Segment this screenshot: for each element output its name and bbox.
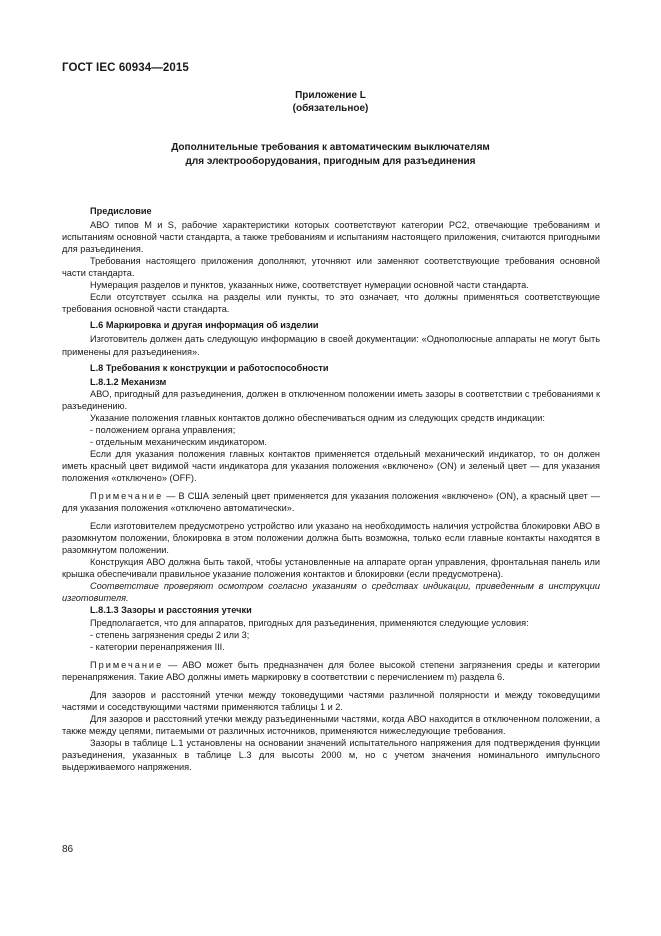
document-title-line-1: Дополнительные требования к автоматическим выключателям: [171, 142, 490, 153]
paragraph: Требования настоящего приложения дополняют, уточняют или заменяют соответствующие требования основной части стандарта.: [62, 256, 600, 279]
paragraph: АВО типов M и S, рабочие характеристики которых соответствуют категории PC2, отвечающие требованиям и испытаниям основной части стандарта, а также требованиям и испытаниям настоящего приложения, считаются пригодными для разъединения.: [62, 220, 600, 255]
list-item: - степень загрязнения среды 2 или 3;: [90, 629, 250, 640]
paragraph: АВО, пригодный для разъединения, должен в отключенном положении иметь зазоры в соответствии с требованиями к разъединению.: [62, 388, 600, 411]
document-title-line-2: для электрооборудования, пригодным для разъединения: [185, 156, 476, 167]
foreword-heading: Предисловие: [90, 206, 152, 216]
section-heading-l8: L.8 Требования к конструкции и работоспособности: [90, 362, 329, 373]
list-item: - отдельным механическим индикатором.: [90, 436, 267, 447]
body-text: [62, 205, 600, 773]
paragraph: Если отсутствует ссылка на разделы или пункты, то это означает, что должны применяться соответствующие требования основной части стандарта.: [62, 292, 600, 315]
paragraph: Нумерация разделов и пунктов, указанных ниже, соответствует нумерации основной части стандарта.: [90, 280, 529, 291]
paragraph: Если для указания положения главных контактов применяется отдельный механический индикатор, то он должен иметь красный цвет видимой части индикатора для указания положения «включено» (ON) и зеленый цвет — для указания положения «отключено» (OFF).: [62, 448, 600, 483]
paragraph: Для зазоров и расстояний утечки между токоведущими частями различной полярности и между токоведущими частями и соседствующими частями применяются таблицы 1 и 2.: [62, 689, 600, 712]
annex-title: Приложение L: [295, 90, 366, 101]
note: [62, 659, 600, 683]
compliance-paragraph: [62, 580, 600, 604]
paragraph: Конструкция АВО должна быть такой, чтобы установленные на аппарате орган управления, фронтальная панель или крышка обеспечивали правильное указание положения контактов и блокировки (если предусмотрена).: [62, 557, 600, 580]
list-item: - положением органа управления;: [90, 424, 236, 435]
annex-status: (обязательное): [292, 103, 369, 114]
subsection-heading-l813: L.8.1.3 Зазоры и расстояния утечки: [90, 605, 252, 616]
list-item: - категории перенапряжения III.: [90, 641, 225, 652]
paragraph: Указание положения главных контактов должно обеспечиваться одним из следующих средств индикации:: [90, 412, 545, 423]
note-label: Примечание: [90, 659, 164, 670]
note: [62, 490, 600, 514]
compliance-text: Соответствие проверяют осмотром согласно указаниям о средствах индикации, приведенным в инструкции изготовителя.: [62, 581, 600, 604]
paragraph: Изготовитель должен дать следующую информацию в своей документации: «Однополюсные аппараты не могут быть применены для разъединения».: [62, 334, 600, 357]
paragraph: Для зазоров и расстояний утечки между разъединенными частями, когда АВО находится в отключенном положении, а также между цепями, питаемыми от различных источников, применяются нижеследующие требования.: [62, 713, 600, 736]
paragraph: Если изготовителем предусмотрено устройство или указано на необходимость наличия устройства блокировки АВО в разомкнутом положении, блокировка в этом положении должна быть возможна, только если главные контакты находятся в разомкнутом положении.: [62, 521, 600, 556]
note-label: Примечание: [90, 491, 164, 502]
section-heading-l6: L.6 Маркировка и другая информация об изделии: [90, 320, 319, 331]
page-number: 86: [62, 844, 74, 855]
note-text: — В США зеленый цвет применяется для указания положения «включено» (ON), а красный цвет — для указания положения «отключено автоматически».: [62, 491, 600, 514]
subsection-heading-l812: L.8.1.2 Механизм: [90, 376, 167, 387]
standard-header: ГОСТ IEC 60934—2015: [62, 62, 189, 74]
note-text: — АВО может быть предназначен для более высокой степени загрязнения среды и категории перенапряжения. Такие АВО должны иметь маркировку в соответствии с перечислением m) раздела 6.: [62, 659, 600, 682]
paragraph: Предполагается, что для аппаратов, пригодных для разъединения, применяются следующие условия:: [90, 617, 529, 628]
paragraph: Зазоры в таблице L.1 установлены на основании значений испытательного напряжения для подтверждения функции разъединения, указанных в таблице L.3 для высоты 2000 м, но с учетом значения номинального импульсного выдерживаемого напряжения.: [62, 737, 600, 773]
